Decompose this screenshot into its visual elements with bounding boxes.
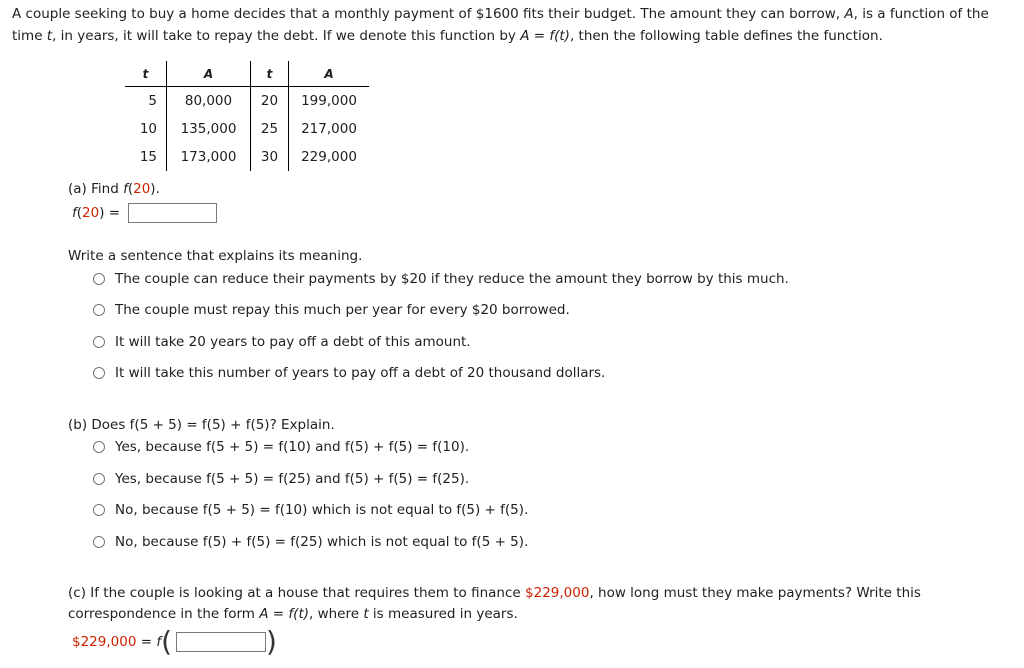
- part-a-option-4[interactable]: It will take this number of years to pay off a debt of 20 thousand dollars.: [93, 365, 605, 381]
- part-a-prompt: (a) Find f(20).: [68, 181, 160, 197]
- table-cell: 229,000: [301, 149, 357, 165]
- table-cell: 173,000: [167, 143, 251, 171]
- part-b-option-3[interactable]: No, because f(5 + 5) = f(10) which is not equal to f(5) + f(5).: [93, 502, 528, 518]
- part-b-prompt: (b) Does f(5 + 5) = f(5) + f(5)? Explain.: [68, 417, 335, 433]
- radio-button[interactable]: [93, 504, 105, 516]
- table-header-row: [125, 61, 369, 87]
- table-header: A: [289, 61, 370, 87]
- part-b-option-2[interactable]: Yes, because f(5 + 5) = f(25) and f(5) + f(5) = f(25).: [93, 471, 469, 487]
- part-a-answer-input[interactable]: [128, 203, 217, 223]
- table-header: t: [125, 61, 167, 87]
- part-c-prompt-line-1: (c) If the couple is looking at a house that requires them to finance $229,000, how long must they make payments? Write this: [68, 585, 921, 601]
- part-a-meaning-prompt: Write a sentence that explains its meaning.: [68, 248, 363, 264]
- table-cell: 135,000: [167, 115, 251, 143]
- radio-button[interactable]: [93, 536, 105, 548]
- part-b-option-4[interactable]: No, because f(5) + f(5) = f(25) which is not equal to f(5 + 5).: [93, 534, 528, 550]
- table-row: [125, 143, 369, 171]
- table-cell: 10: [125, 115, 167, 143]
- radio-button[interactable]: [93, 473, 105, 485]
- table-header: t: [251, 61, 289, 87]
- table-row: [125, 87, 369, 116]
- part-a-option-1[interactable]: The couple can reduce their payments by $20 if they reduce the amount they borrow by this much.: [93, 271, 789, 287]
- radio-button[interactable]: [93, 367, 105, 379]
- part-c-answer-row: $229,000 = f( ): [72, 625, 277, 658]
- part-c-answer-input[interactable]: [176, 632, 266, 652]
- table-header: A: [167, 61, 251, 87]
- table-cell: 80,000: [167, 87, 251, 116]
- part-c-prompt-line-2: correspondence in the form A = f(t), where t is measured in years.: [68, 606, 518, 622]
- part-b-option-1[interactable]: Yes, because f(5 + 5) = f(10) and f(5) + f(5) = f(10).: [93, 439, 469, 455]
- part-a-option-3[interactable]: It will take 20 years to pay off a debt of this amount.: [93, 334, 471, 350]
- table-cell: 5: [125, 87, 167, 116]
- radio-button[interactable]: [93, 336, 105, 348]
- part-a-option-2[interactable]: The couple must repay this much per year for every $20 borrowed.: [93, 302, 570, 318]
- function-table: [125, 61, 369, 171]
- radio-button[interactable]: [93, 441, 105, 453]
- problem-intro: A couple seeking to buy a home decides that a monthly payment of $1600 fits their budget. The amount they can borrow, A, is a function of the time t, in years, it will take to repay the debt. If we denote this function by A = f(t), then the following table defines the function.: [12, 6, 989, 44]
- table-cell: 20: [251, 87, 289, 116]
- table-cell: 199,000: [301, 93, 357, 109]
- radio-button[interactable]: [93, 304, 105, 316]
- table-cell: 15: [125, 143, 167, 171]
- table-cell: 30: [251, 143, 289, 171]
- radio-button[interactable]: [93, 273, 105, 285]
- table-cell: 25: [251, 115, 289, 143]
- table-cell: 217,000: [301, 121, 357, 137]
- table-row: [125, 115, 369, 143]
- part-a-answer-row: f(20) =: [72, 203, 217, 223]
